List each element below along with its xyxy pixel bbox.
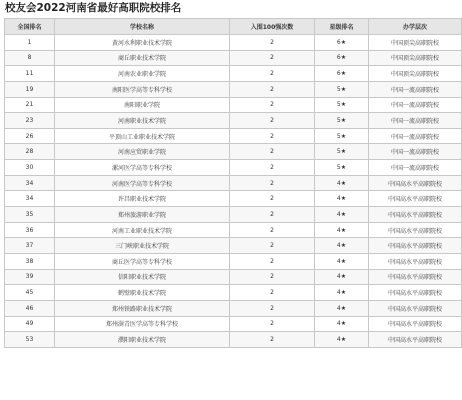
table-row: [5, 332, 462, 348]
table-row: [5, 81, 462, 97]
header-school-name: 学校名称: [55, 19, 230, 35]
cell-star-rank: 4★: [315, 253, 369, 269]
cell-school-level: 中国高水平高职院校: [369, 238, 462, 254]
table-row: [5, 35, 462, 51]
cell-national-rank: 45: [5, 285, 55, 301]
cell-national-rank: 36: [5, 222, 55, 238]
table-row: [5, 175, 462, 191]
cell-school-name: 河南工业职业技术学院: [55, 222, 230, 238]
page-title: 校友会2022河南省最好高职院校排名: [5, 2, 182, 14]
cell-top100-count: 2: [230, 113, 315, 129]
cell-school-level: 中国一流高职院校: [369, 81, 462, 97]
cell-school-level: 中国高水平高职院校: [369, 269, 462, 285]
cell-national-rank: 38: [5, 253, 55, 269]
table-row: [5, 160, 462, 176]
cell-star-rank: 5★: [315, 97, 369, 113]
cell-school-name: 南阳职业学院: [55, 97, 230, 113]
cell-top100-count: 2: [230, 207, 315, 223]
cell-star-rank: 6★: [315, 35, 369, 51]
cell-top100-count: 2: [230, 316, 315, 332]
cell-top100-count: 2: [230, 175, 315, 191]
table-row: [5, 144, 462, 160]
cell-national-rank: 35: [5, 207, 55, 223]
cell-top100-count: 2: [230, 128, 315, 144]
cell-star-rank: 4★: [315, 207, 369, 223]
cell-star-rank: 4★: [315, 191, 369, 207]
cell-national-rank: 34: [5, 191, 55, 207]
cell-school-level: 中国高水平高职院校: [369, 300, 462, 316]
table-row: [5, 269, 462, 285]
cell-national-rank: 34: [5, 175, 55, 191]
cell-star-rank: 4★: [315, 332, 369, 348]
cell-top100-count: 2: [230, 332, 315, 348]
cell-school-name: 河南应贸职业学院: [55, 144, 230, 160]
cell-star-rank: 5★: [315, 160, 369, 176]
table-row: [5, 285, 462, 301]
cell-national-rank: 37: [5, 238, 55, 254]
cell-star-rank: 4★: [315, 238, 369, 254]
cell-national-rank: 30: [5, 160, 55, 176]
cell-school-level: 中国高水平高职院校: [369, 175, 462, 191]
cell-top100-count: 2: [230, 50, 315, 66]
cell-school-level: 中国高水平高职院校: [369, 316, 462, 332]
table-row: [5, 50, 462, 66]
cell-top100-count: 2: [230, 160, 315, 176]
table-row: [5, 316, 462, 332]
header-school-level: 办学层次: [369, 19, 462, 35]
cell-school-level: 中国顶尖高职院校: [369, 66, 462, 82]
cell-school-level: 中国一流高职院校: [369, 97, 462, 113]
cell-school-level: 中国一流高职院校: [369, 128, 462, 144]
cell-school-level: 中国高水平高职院校: [369, 332, 462, 348]
header-top100-count: 入围100强次数: [230, 19, 315, 35]
cell-national-rank: 19: [5, 81, 55, 97]
cell-school-level: 中国高水平高职院校: [369, 222, 462, 238]
table-row: [5, 191, 462, 207]
cell-top100-count: 2: [230, 285, 315, 301]
cell-school-level: 中国高水平高职院校: [369, 207, 462, 223]
cell-school-level: 中国一流高职院校: [369, 160, 462, 176]
cell-national-rank: 23: [5, 113, 55, 129]
cell-school-name: 三门峡职业技术学院: [55, 238, 230, 254]
table-row: [5, 253, 462, 269]
cell-school-name: 商丘职业技术学院: [55, 50, 230, 66]
cell-school-name: 许昌职业技术学院: [55, 191, 230, 207]
cell-top100-count: 2: [230, 144, 315, 160]
cell-star-rank: 6★: [315, 66, 369, 82]
cell-top100-count: 2: [230, 300, 315, 316]
cell-school-level: 中国高水平高职院校: [369, 191, 462, 207]
cell-star-rank: 4★: [315, 316, 369, 332]
cell-school-level: 中国一流高职院校: [369, 144, 462, 160]
cell-school-name: 商丘医学高等专科学校: [55, 253, 230, 269]
cell-top100-count: 2: [230, 238, 315, 254]
cell-star-rank: 4★: [315, 300, 369, 316]
cell-top100-count: 2: [230, 253, 315, 269]
table-row: [5, 300, 462, 316]
cell-school-level: 中国顶尖高职院校: [369, 50, 462, 66]
table-header: [5, 19, 462, 35]
table-body: [5, 35, 462, 348]
cell-star-rank: 6★: [315, 50, 369, 66]
cell-school-name: 南阳医学高等专科学校: [55, 81, 230, 97]
cell-national-rank: 26: [5, 128, 55, 144]
cell-school-name: 郑州澍青医学高等专科学校: [55, 316, 230, 332]
cell-school-level: 中国高水平高职院校: [369, 253, 462, 269]
cell-national-rank: 8: [5, 50, 55, 66]
cell-school-name: 平顶山工业职业技术学院: [55, 128, 230, 144]
cell-star-rank: 5★: [315, 144, 369, 160]
cell-national-rank: 46: [5, 300, 55, 316]
cell-national-rank: 11: [5, 66, 55, 82]
table-row: [5, 207, 462, 223]
cell-school-name: 漯河医学高等专科学校: [55, 160, 230, 176]
cell-star-rank: 4★: [315, 175, 369, 191]
cell-school-name: 郑州铁路职业技术学院: [55, 300, 230, 316]
cell-school-name: 河南医学高等专科学校: [55, 175, 230, 191]
cell-school-name: 河南农业职业学院: [55, 66, 230, 82]
cell-star-rank: 4★: [315, 222, 369, 238]
cell-top100-count: 2: [230, 222, 315, 238]
cell-national-rank: 39: [5, 269, 55, 285]
cell-school-name: 鹤壁职业技术学院: [55, 285, 230, 301]
table-row: [5, 113, 462, 129]
cell-school-name: 濮阳职业技术学院: [55, 332, 230, 348]
cell-school-level: 中国一流高职院校: [369, 113, 462, 129]
cell-national-rank: 53: [5, 332, 55, 348]
cell-national-rank: 21: [5, 97, 55, 113]
ranking-table: [4, 18, 462, 348]
cell-top100-count: 2: [230, 269, 315, 285]
cell-star-rank: 5★: [315, 81, 369, 97]
cell-top100-count: 2: [230, 191, 315, 207]
cell-school-name: 信阳职业技术学院: [55, 269, 230, 285]
header-national-rank: 全国排名: [5, 19, 55, 35]
cell-top100-count: 2: [230, 81, 315, 97]
header-star-rank: 星级排名: [315, 19, 369, 35]
cell-national-rank: 49: [5, 316, 55, 332]
cell-top100-count: 2: [230, 35, 315, 51]
cell-national-rank: 1: [5, 35, 55, 51]
cell-national-rank: 28: [5, 144, 55, 160]
header-row: [5, 19, 462, 35]
table-row: [5, 128, 462, 144]
table-row: [5, 97, 462, 113]
cell-school-level: 中国高水平高职院校: [369, 285, 462, 301]
cell-star-rank: 4★: [315, 269, 369, 285]
cell-school-level: 中国顶尖高职院校: [369, 35, 462, 51]
cell-school-name: 河南职业技术学院: [55, 113, 230, 129]
cell-star-rank: 5★: [315, 128, 369, 144]
cell-top100-count: 2: [230, 97, 315, 113]
cell-school-name: 郑州旅游职业学院: [55, 207, 230, 223]
cell-star-rank: 4★: [315, 285, 369, 301]
table-row: [5, 222, 462, 238]
table-row: [5, 238, 462, 254]
table-row: [5, 66, 462, 82]
cell-school-name: 黄河水利职业技术学院: [55, 35, 230, 51]
cell-star-rank: 5★: [315, 113, 369, 129]
cell-top100-count: 2: [230, 66, 315, 82]
